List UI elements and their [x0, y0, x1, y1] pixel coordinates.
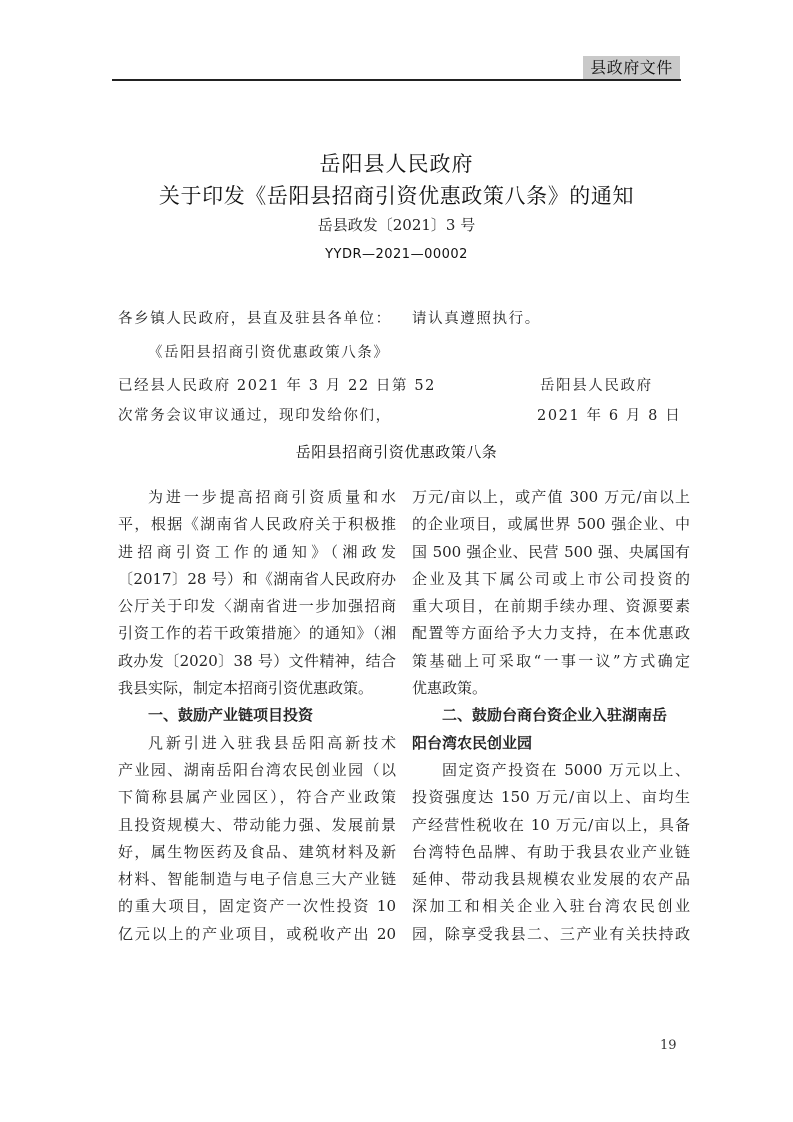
section-heading: 阳台湾农民创业园	[412, 733, 533, 752]
paragraph-line: 产经营性税收在 10 万元/亩以上，具备	[412, 815, 690, 834]
paragraph-line: 产业园、湖南岳阳台湾农民创业园（以	[118, 760, 396, 779]
paragraph-line: 国 500 强企业、民营 500 强、央属国有	[412, 542, 690, 561]
paragraph-line: 为进一步提高招商引资质量和水	[148, 488, 396, 506]
paragraph-line: 园，除享受我县二、三产业有关扶持政	[412, 924, 690, 943]
paragraph-line: 我县实际，制定本招商引资优惠政策。	[118, 679, 374, 698]
paragraph-line: 企业及其下属公司或上市公司投资的	[412, 569, 690, 588]
paragraph-line: 配置等方面给予大力支持，在本优惠政	[412, 624, 690, 643]
paragraph-line: 材料、智能制造与电子信息三大产业链	[118, 870, 396, 889]
policy-title: 岳阳县招商引资优惠政策八条	[295, 443, 498, 461]
notice-title: 关于印发《岳阳县招商引资优惠政策八条》的通知	[158, 184, 635, 208]
paragraph-line: 引资工作的若干政策措施〉的通知》（湘	[118, 624, 396, 643]
paragraph-line: 策基础上可采取“一事一议”方式确定	[412, 651, 690, 670]
paragraph-line: 凡新引进入驻我县岳阳高新技术	[148, 733, 396, 752]
issuer-title: 岳阳县人民政府	[319, 152, 474, 176]
page-number: 19	[660, 1038, 677, 1053]
paragraph-line: 亿元以上的产业项目，或税收产出 20	[118, 924, 396, 943]
notice-body-line: 次常务会议审议通过，现印发给你们，	[118, 408, 392, 424]
paragraph-line: 的企业项目，或属世界 500 强企业、中	[412, 515, 690, 534]
document-number: 岳县政发〔2021〕3 号	[317, 216, 476, 234]
document-code: YYDR—2021—00002	[325, 247, 468, 262]
signature-date: 2021 年 6 月 8 日	[537, 408, 682, 424]
salutation: 各乡镇人民政府，县直及驻县各单位：	[118, 311, 392, 327]
paragraph-line: 平，根据《湖南省人民政府关于积极推	[118, 515, 396, 534]
paragraph-line: 政办发〔2020〕38 号）文件精神，结合	[118, 651, 396, 670]
notice-closing: 请认真遵照执行。	[412, 311, 541, 327]
notice-body-line: 已经县人民政府 2021 年 3 月 22 日第 52	[118, 378, 436, 394]
paragraph-line: 下简称县属产业园区），符合产业政策	[118, 788, 396, 807]
paragraph-line: 固定资产投资在 5000 万元以上、	[442, 760, 690, 779]
notice-body-line: 《岳阳县招商引资优惠政策八条》	[148, 345, 390, 361]
signature: 岳阳县人民政府	[540, 378, 653, 394]
policy-right-column	[412, 484, 690, 948]
paragraph-line: 延伸、带动我县规模农业发展的农产品	[412, 870, 690, 889]
paragraph-line: 〔2017〕28 号）和《湖南省人民政府办	[118, 569, 396, 588]
header-rule	[112, 79, 681, 81]
paragraph-line: 投资强度达 150 万元/亩以上、亩均生	[412, 788, 690, 807]
paragraph-line: 万元/亩以上，或产值 300 万元/亩以上	[412, 488, 690, 506]
paragraph-line: 台湾特色品牌、有助于我县农业产业链	[412, 842, 690, 861]
header-section-tag: 县政府文件	[583, 56, 680, 80]
paragraph-line: 深加工和相关企业入驻台湾农民创业	[412, 897, 690, 916]
policy-left-column	[118, 484, 396, 948]
paragraph-line: 的重大项目，固定资产一次性投资 10	[118, 897, 396, 916]
section-heading: 一、鼓励产业链项目投资	[148, 706, 314, 725]
paragraph-line: 重大项目，在前期手续办理、资源要素	[412, 597, 690, 616]
paragraph-line: 好，属生物医药及食品、建筑材料及新	[118, 842, 396, 861]
paragraph-line: 优惠政策。	[412, 679, 488, 698]
paragraph-line: 公厅关于印发〈湖南省进一步加强招商	[118, 597, 396, 616]
paragraph-line: 且投资规模大、带动能力强、发展前景	[118, 815, 396, 834]
paragraph-line: 进招商引资工作的通知》（湘政发	[118, 542, 396, 561]
section-heading: 二、鼓励台商台资企业入驻湖南岳	[442, 706, 668, 725]
